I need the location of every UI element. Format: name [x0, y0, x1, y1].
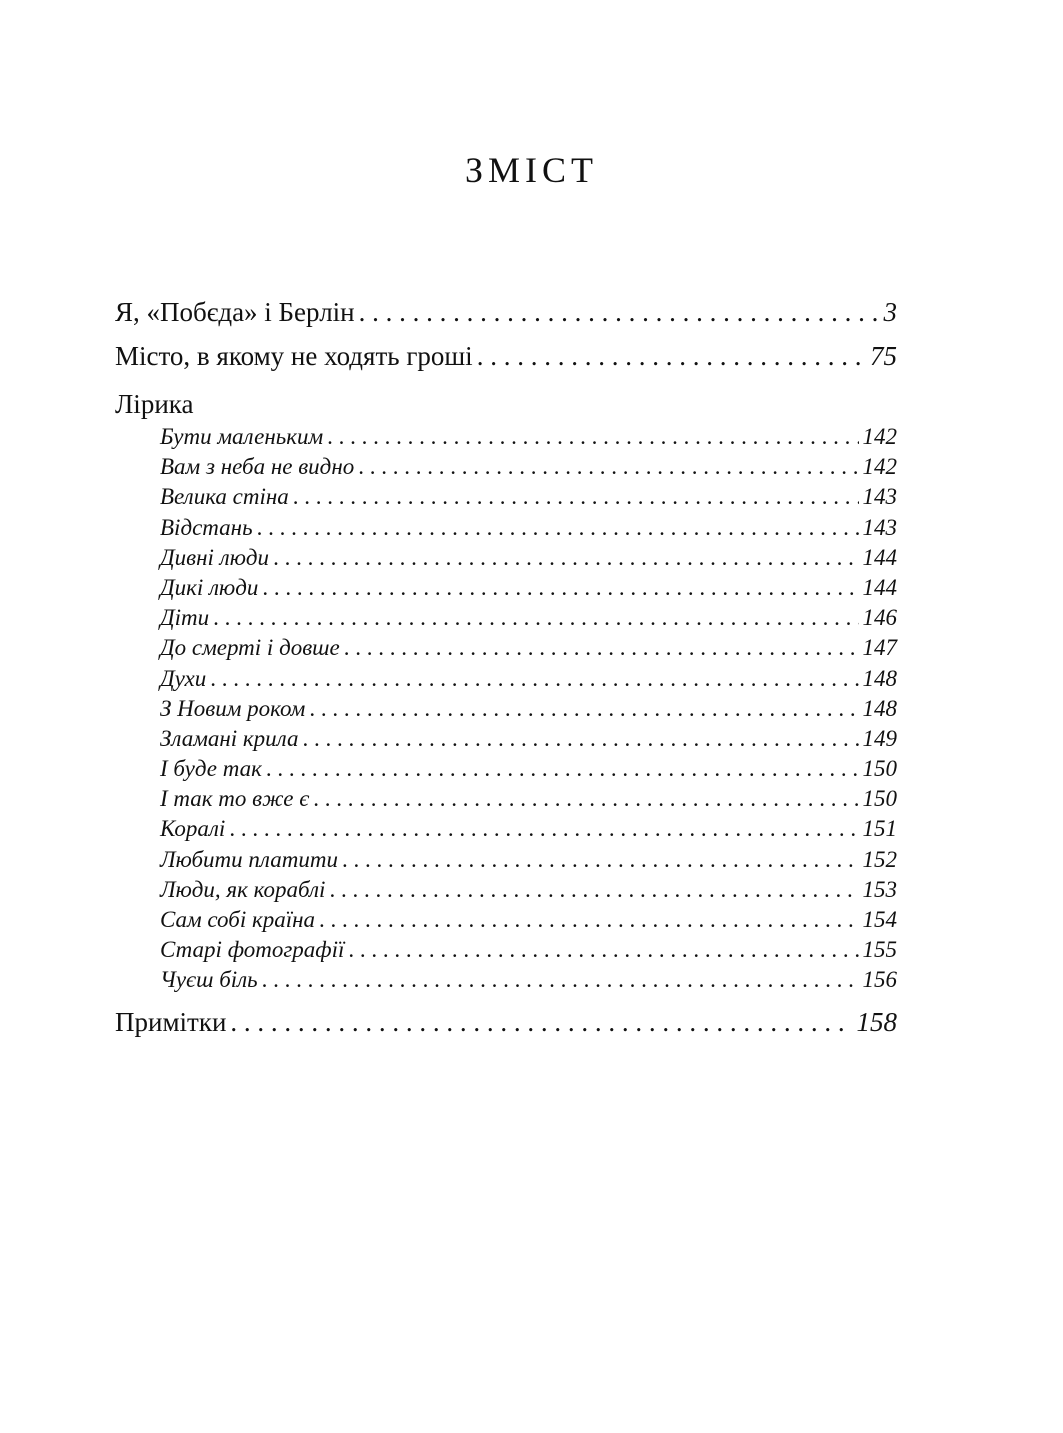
toc-subentry-title: Зламані крила — [160, 725, 299, 751]
toc-subentry-page: 144 — [862, 574, 897, 600]
toc-entry-title: Місто, в якому не ходять гроші — [115, 341, 473, 371]
toc-subentry[interactable] — [115, 754, 897, 784]
toc-subentry[interactable] — [115, 875, 897, 905]
toc-subentry[interactable] — [115, 694, 897, 724]
dot-leader — [262, 965, 859, 995]
dot-leader — [230, 1000, 852, 1044]
dot-leader — [229, 814, 858, 844]
dot-leader — [477, 334, 866, 378]
toc-subentry-title: Любити платити — [160, 846, 338, 872]
toc-subentry-page: 144 — [862, 544, 897, 570]
dot-leader — [303, 724, 859, 754]
section-items — [115, 422, 897, 996]
dot-leader — [348, 935, 858, 965]
dot-leader — [359, 290, 880, 334]
toc-subentry[interactable] — [115, 633, 897, 663]
toc-subentry[interactable] — [115, 543, 897, 573]
toc-subentry-title: Сам собі країна — [160, 907, 316, 932]
toc-entry[interactable] — [115, 1000, 897, 1044]
toc-subentry-page: 149 — [862, 725, 897, 751]
dot-leader — [329, 875, 858, 905]
toc-subentry-title: Чуєш біль — [160, 967, 258, 993]
toc-subentry-title: Люди, як кораблі — [160, 876, 326, 902]
dot-leader — [309, 694, 858, 724]
toc-subentry[interactable] — [115, 845, 897, 875]
toc-subentry-page: 154 — [862, 907, 897, 932]
toc-entry[interactable] — [115, 334, 897, 378]
toc-subentry-page: 150 — [862, 786, 897, 812]
toc-entry-page: 3 — [883, 297, 897, 327]
table-of-contents — [115, 290, 897, 1044]
toc-entry[interactable] — [115, 290, 897, 334]
toc-subentry[interactable] — [115, 513, 897, 543]
dot-leader — [257, 513, 859, 543]
toc-subentry[interactable] — [115, 664, 897, 694]
toc-subentry-title: Дикі люди — [160, 574, 259, 600]
toc-subentry[interactable] — [115, 452, 897, 482]
toc-subentry-title: Вам з неба не видно — [160, 454, 355, 480]
dot-leader — [262, 573, 858, 603]
toc-subentry-page: 155 — [862, 937, 897, 963]
toc-subentry-page: 156 — [862, 967, 897, 993]
toc-subentry-title: І буде так — [160, 756, 262, 782]
toc-entry-page: 158 — [856, 1006, 897, 1037]
section-heading: Лірика — [115, 389, 194, 419]
toc-subentry-page: 143 — [862, 484, 897, 510]
toc-subentry-title: Старі фотографії — [160, 937, 345, 963]
toc-subentry-title: Бути маленьким — [160, 424, 324, 449]
toc-subentry-title: Духи — [160, 665, 207, 691]
toc-subentry[interactable] — [115, 422, 897, 452]
dot-leader — [293, 482, 859, 512]
toc-subentry-page: 142 — [862, 454, 897, 480]
dot-leader — [313, 784, 858, 814]
toc-subentry-page: 153 — [862, 876, 897, 902]
toc-subentry-title: Коралі — [160, 816, 226, 842]
toc-subentry[interactable] — [115, 482, 897, 512]
toc-entry-title: Примітки — [115, 1006, 227, 1037]
toc-subentry[interactable] — [115, 603, 897, 633]
toc-subentry-page: 148 — [862, 665, 897, 691]
toc-entry-page: 75 — [870, 341, 897, 371]
dot-leader — [358, 452, 858, 482]
toc-subentry-page: 142 — [862, 424, 897, 449]
dot-leader — [273, 543, 858, 573]
toc-subentry-page: 148 — [862, 695, 897, 721]
toc-subentry[interactable] — [115, 905, 897, 935]
toc-subentry-page: 152 — [862, 846, 897, 872]
page-title: ЗМІСТ — [464, 150, 599, 190]
toc-subentry-title: І так то вже є — [160, 786, 310, 812]
toc-subentry[interactable] — [115, 784, 897, 814]
toc-subentry[interactable] — [115, 814, 897, 844]
dot-leader — [213, 603, 858, 633]
toc-subentry-title: З Новим роком — [160, 695, 306, 721]
toc-subentry-title: Відстань — [160, 514, 253, 540]
toc-subentry-title: Велика стіна — [160, 484, 289, 510]
toc-subentry[interactable] — [115, 935, 897, 965]
toc-subentry[interactable] — [115, 724, 897, 754]
toc-subentry-title: До смерті і довше — [160, 635, 340, 661]
toc-subentry-page: 143 — [862, 514, 897, 540]
toc-subentry-page: 150 — [862, 756, 897, 782]
toc-subentry-page: 147 — [862, 635, 897, 661]
toc-subentry[interactable] — [115, 573, 897, 603]
toc-subentry-page: 146 — [862, 605, 897, 631]
dot-leader — [210, 664, 858, 694]
toc-subentry-title: Дивні люди — [160, 544, 270, 570]
dot-leader — [344, 633, 859, 663]
dot-leader — [266, 754, 859, 784]
toc-entry-title: Я, «Побєда» і Берлін — [115, 297, 355, 327]
toc-subentry-page: 151 — [862, 816, 897, 842]
toc-subentry-title: Діти — [160, 605, 210, 631]
dot-leader — [342, 845, 859, 875]
dot-leader — [327, 422, 858, 452]
toc-subentry[interactable] — [115, 965, 897, 995]
dot-leader — [319, 905, 858, 935]
